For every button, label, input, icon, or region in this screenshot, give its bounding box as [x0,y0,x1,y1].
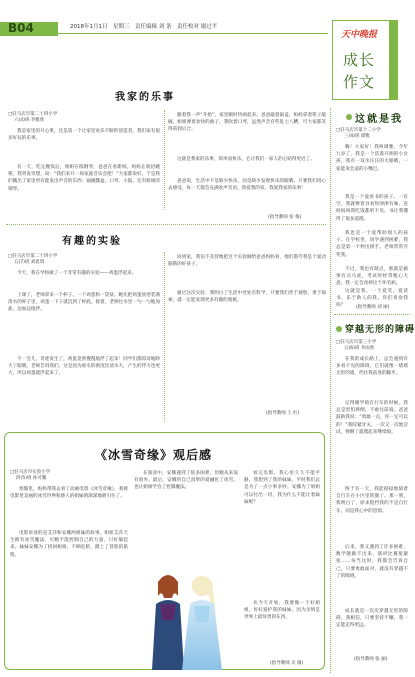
column-divider [330,108,331,673]
header-divider [58,33,328,34]
article-byline: □驻马店市第三小学 [336,340,377,345]
article-signature: (指导教师 张 梅) [268,215,302,220]
article-byline: □驻马店市第十二小学 [336,128,381,133]
article-paragraph: 看完电影，我心里久久不能平静。我想到了我的妹妹，平时我们总是为了一点小事争吵。安娜为了姐姐可以付出一切，我为什么不能让着妹妹呢？ [244,471,320,505]
article-title: 这就是我 [355,114,403,125]
article-paragraph: 成长就是一次次穿越无形的障碍，我相信，只要坚持不懈，我一定能走得更远。 [336,609,408,629]
column-divider [164,252,165,422]
article-signature: (指导教师 张 丽) [354,657,388,662]
article-byline: 三(4)班 谭雅 [344,134,370,139]
article-paragraph: 随着我一声“开始”，家里顿时热闹起来。爸爸敲着锅盖，妈妈拿着筷子敲碗，姐姐弹着欢快的曲子，我吹着口琴，虽然声音有些乱七八糟，可大家都笑得前仰后合。 [168,113,326,133]
article-byline: □驻马店市实验小学 [10,470,51,475]
article-paragraph: 通过这次实验，我明白了生活中处处有科学，只要我们善于观察，勇于探索，就一定能发现更多有趣的奥秘。 [168,291,326,304]
logo-brand: 天中晚报 [341,30,378,40]
article-signature: (指导教师 吴 敏) [270,661,304,666]
article-paragraph: 后来，我又遇到了许多困难，数学题做不出来、演讲比赛很紧张……每当这时，我都会告诉自己，只要勇敢面对，就没有穿越不了的障碍。 [336,545,408,579]
section-title-line2: 作文 [343,73,376,91]
logo-green-strip [390,20,398,100]
article-paragraph: 不一会儿，奇迹发生了，鸡蛋竟然慢慢地浮了起来！同学们都惊讶地睁大了眼睛。老师告诉我们，这是因为盐水的密度比清水大，产生的浮力也更大，所以鸡蛋就浮起来了。 [8,357,160,377]
article-paragraph: 记得刚学骑自行车的时候，我总是害怕摔倒，不敢往前骑。爸爸鼓励我说：“勇敢一点，你一定可以的！”我咬紧牙关，一次又一次地尝试，摔倒了就爬起来继续骑。 [336,401,408,435]
title-bullet-icon [346,114,352,120]
column-divider [164,110,165,210]
article-paragraph: 今天，我在学校做了一个非常有趣的实验——鸡蛋浮起来。 [17,271,137,276]
article-title: 有趣的实验 [62,236,122,247]
article-byline: □驻马店市第二十四小学 [8,112,58,117]
article-paragraph: 在旅途中，安娜遇到了很多困难，但她从来没有放弃。最后，安娜用自己真挚的爱融化了冰雪，也让姐姐学会了控制魔法。 [134,471,238,491]
article-paragraph: 在我的成长路上，总会遇到许多看不见的障碍，它们就像一堵堵无形的墙，挡住我前进的脚步。 [336,357,408,377]
article-paragraph: 从今天开始，我要做一个好姐姐，好好爱护我的妹妹，因为亲情是世界上最珍贵的东西。 [244,601,320,621]
article-paragraph: 上课了，老师拿来一个杯子、一个鸡蛋和一袋盐。她先把鸡蛋放进装满清水的杯子里，鸡蛋一下子就沉到了杯底。接着，老师往水里一勺一勺地加盐，边加边搅拌。 [8,293,160,313]
article-byline: □驻马店市第二十四小学 [8,254,58,259]
article-title: 穿越无形的障碍 [345,325,415,335]
article-paragraph: 爸爸说，生活中不是缺少快乐，而是缺少发现快乐的眼睛。只要我们用心去感受，每一天都会充满欢声笑语。我爱我的家，我爱我家的乐事！ [168,179,326,192]
article-byline: 五(7)班 刘思琪 [14,260,45,265]
header-info: 2018年1月1日 星期三 责任编辑 刘 条 责任校对 谢过平 [70,24,218,30]
article-byline: 六(4)班 李雅欣 [14,118,45,123]
snow-princesses-illustration [138,560,234,670]
section-title-line1: 成长 [343,51,376,69]
article-byline: 四(5)班 孙可馨 [16,476,47,481]
article-paragraph: 有一天，吃完晚饭后，姐姐在练钢琴，爸爸在看新闻，妈妈在收拾碗筷。我突发奇想，说：“我们来开一场家庭音乐会吧！”大家都说好，于是我们搬出了家里所有能发出声音的东西：锅碗瓢盆、口琴、小鼓、还有姐姐的钢琴。 [8,165,160,192]
article-paragraph: 嗨！大家好！我叫谭雅，今年九岁了，我是一个活泼开朗的小女孩，我有一双水汪汪的大眼睛，一张能说会道的小嘴巴。 [336,145,408,172]
section-divider [6,224,326,225]
article-paragraph: 我是家里的开心果，还是第一个让家里欢乐不断的创造者，我们家有很多好玩的乐事。 [8,129,160,142]
article-paragraph: 电影讲述的是艾莎和安娜两姐妹的故事。姐姐艾莎天生拥有冰雪魔法，可她不能控制自己的力量，只好躲起来。妹妹安娜为了找回姐姐，不顾危险，踏上了冒险的旅程。 [10,531,128,558]
article-paragraph: 不过，我也有缺点，那就是做事有点马虎，考试时经常粗心大意。我一定会改掉这个坏毛病。 [336,267,408,287]
article-paragraph: 我也是一个爱帮助别人的孩子。在学校里，同学遇到困难，我总是第一个伸出援手。老师常常夸奖我。 [336,231,408,258]
section-divider [334,314,410,315]
page-code: B04 [8,21,34,35]
article-paragraph: 这就是我家的乐事，简单而快乐，它让我们一家人的心贴得更近了。 [177,157,315,162]
article-paragraph: 寒假里，妈妈带我去看了动画电影《冰雪奇缘》，我被电影里美丽的冰雪世界和感人的姐妹情深深地吸引住了。 [10,487,128,500]
article-title: 我家的乐事 [115,92,175,103]
title-bullet-icon [336,326,342,332]
article-title: 《冰雪奇缘》观后感 [95,448,213,462]
article-paragraph: 回到家，我迫不及待地把这个实验做给爸爸妈妈看，他们都夸我是个爱动脑筋的好孩子。 [168,255,326,268]
article-paragraph: 终于有一天，我能稳稳地骑着自行车在小区里转圈了。那一刻，我明白了，原来阻挡我的不是自行车，而是我心中的恐惧。 [336,487,408,514]
article-byline: 五(6)班 李雨欣 [344,346,375,351]
article-paragraph: 我是一个爱看书的孩子。一有空，我就捧着书看得津津有味，连妈妈叫我吃饭都听不见。书让我懂得了很多道理。 [336,195,408,222]
article-signature: (指导教师 刘 丽) [356,305,390,310]
article-signature: (指导教师 王 红) [266,411,300,416]
article-paragraph: 这就是我，一个爱笑、爱读书、乐于助人的我。你们喜欢我吗？ [336,289,408,309]
section-logo [332,20,390,100]
